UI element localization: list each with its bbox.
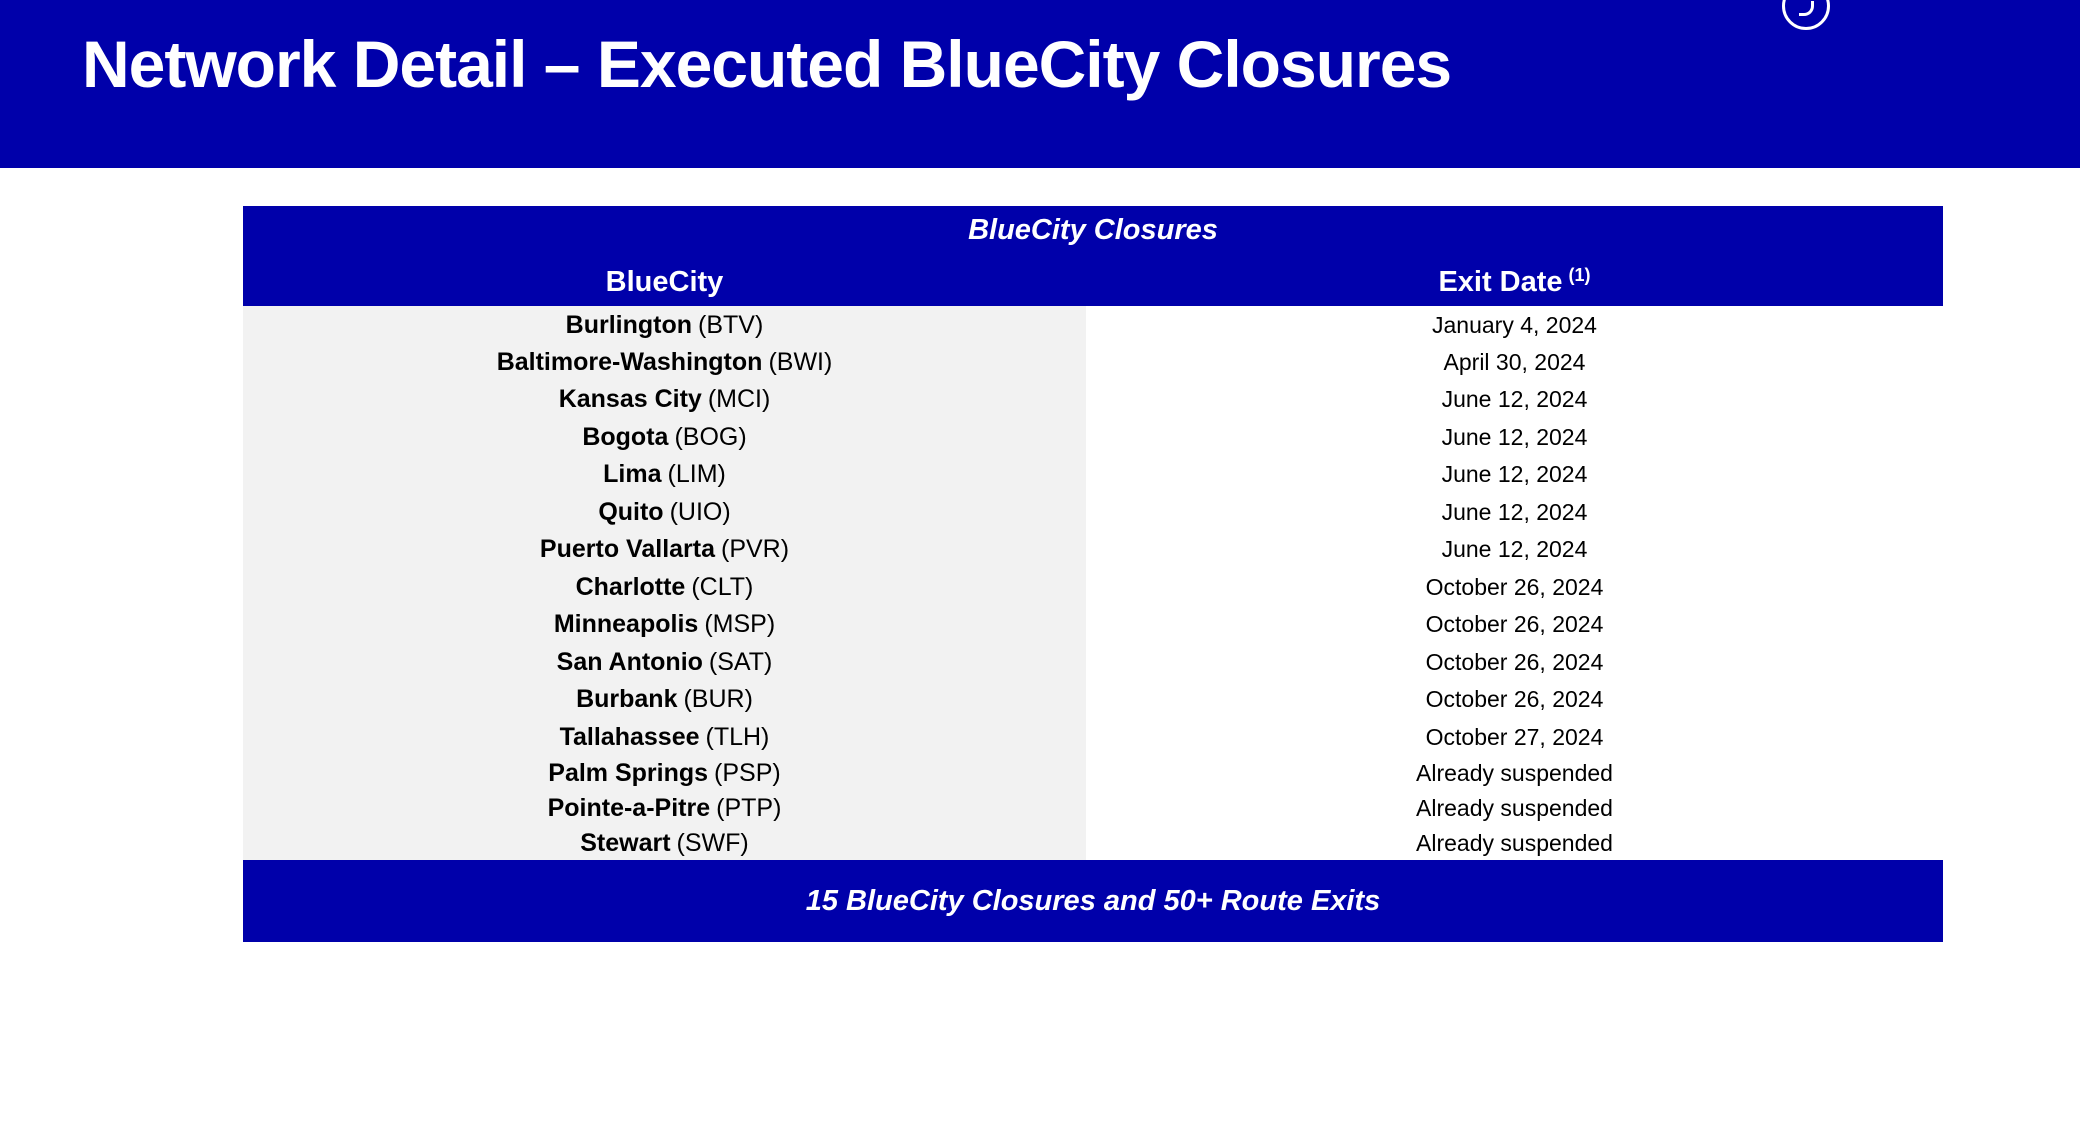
table-row (243, 493, 1943, 531)
city-name: Baltimore-Washington (496, 348, 763, 376)
page-title: Network Detail – Executed BlueCity Closures (82, 27, 1452, 101)
table-row (243, 344, 1943, 381)
column-header-exit-date (1086, 258, 1943, 306)
airport-code: (UIO) (669, 498, 731, 526)
cell-exit-date: June 12, 2024 (1441, 499, 1588, 525)
column-header-exit-date-label: Exit Date (1438, 266, 1563, 298)
cell-exit-date: April 30, 2024 (1443, 349, 1586, 375)
cell-exit-date: June 12, 2024 (1441, 386, 1588, 412)
cell-bluecity (243, 381, 1086, 418)
city-name: Puerto Vallarta (539, 535, 715, 563)
cell-bluecity (243, 493, 1086, 531)
cell-bluecity (243, 790, 1086, 826)
city-name: Lima (603, 460, 662, 488)
column-header-bluecity-label: BlueCity (605, 266, 724, 298)
airport-code: (SAT) (708, 648, 773, 676)
cell-bluecity (243, 306, 1086, 344)
table-row (243, 531, 1943, 568)
cell-exit-date: October 27, 2024 (1425, 724, 1604, 750)
cell-bluecity (243, 606, 1086, 643)
airport-code: (PSP) (714, 759, 781, 787)
table-row (243, 606, 1943, 643)
city-name: Stewart (580, 829, 671, 857)
table-row (243, 790, 1943, 826)
cell-exit-date: Already suspended (1416, 830, 1613, 856)
closures-table (243, 206, 1943, 942)
cell-bluecity (243, 344, 1086, 381)
cell-exit-date: June 12, 2024 (1441, 461, 1588, 487)
airport-code: (CLT) (691, 573, 754, 601)
airport-code: (BWI) (768, 348, 833, 376)
airport-code: (BUR) (683, 685, 753, 713)
airport-code: (PVR) (721, 535, 790, 563)
cell-exit-date: October 26, 2024 (1425, 611, 1604, 637)
airport-code: (SWF) (676, 829, 749, 857)
airport-code: (MCI) (707, 385, 771, 413)
table-row (243, 756, 1943, 790)
cell-bluecity (243, 568, 1086, 606)
city-name: Burlington (565, 311, 693, 339)
cell-bluecity (243, 681, 1086, 718)
cell-exit-date: June 12, 2024 (1441, 424, 1588, 450)
city-name: Minneapolis (553, 610, 699, 638)
cell-bluecity (243, 756, 1086, 790)
cell-bluecity (243, 531, 1086, 568)
city-name: Quito (598, 498, 664, 526)
cell-bluecity (243, 418, 1086, 456)
cell-exit-date: October 26, 2024 (1425, 649, 1604, 675)
table-row (243, 381, 1943, 418)
cell-exit-date: June 12, 2024 (1441, 536, 1588, 562)
cell-exit-date: October 26, 2024 (1425, 574, 1604, 600)
column-header-bluecity (243, 258, 1086, 306)
table-caption: BlueCity Closures (243, 206, 1943, 258)
table-row (243, 418, 1943, 456)
table-row (243, 456, 1943, 493)
city-name: Charlotte (575, 573, 686, 601)
cell-bluecity (243, 826, 1086, 860)
city-name: Bogota (582, 423, 669, 451)
table-row (243, 826, 1943, 860)
cell-exit-date: Already suspended (1416, 760, 1613, 786)
table-row (243, 306, 1943, 344)
table-row (243, 681, 1943, 718)
city-name: Kansas City (558, 385, 702, 413)
table-body (243, 306, 1943, 860)
cell-exit-date: January 4, 2024 (1432, 312, 1597, 338)
cell-bluecity (243, 456, 1086, 493)
footnote-marker: (1) (1568, 265, 1591, 285)
airport-code: (BTV) (698, 311, 764, 339)
city-name: Palm Springs (548, 759, 709, 787)
airport-code: (PTP) (716, 794, 782, 822)
cell-bluecity (243, 718, 1086, 756)
city-name: Tallahassee (559, 723, 700, 751)
logo-glyph (1799, 1, 1814, 16)
city-name: Pointe-a-Pitre (547, 794, 711, 822)
city-name: San Antonio (556, 648, 703, 676)
cell-bluecity (243, 643, 1086, 681)
table-row (243, 718, 1943, 756)
cell-exit-date: October 26, 2024 (1425, 686, 1604, 712)
airport-code: (BOG) (674, 423, 747, 451)
airport-code: (TLH) (705, 723, 770, 751)
airport-code: (MSP) (704, 610, 776, 638)
city-name: Burbank (576, 685, 678, 713)
airport-code: (LIM) (667, 460, 726, 488)
table-header-row (243, 258, 1943, 306)
table-row (243, 568, 1943, 606)
table-row (243, 643, 1943, 681)
cell-exit-date: Already suspended (1416, 795, 1613, 821)
table-footer: 15 BlueCity Closures and 50+ Route Exits (243, 860, 1943, 942)
